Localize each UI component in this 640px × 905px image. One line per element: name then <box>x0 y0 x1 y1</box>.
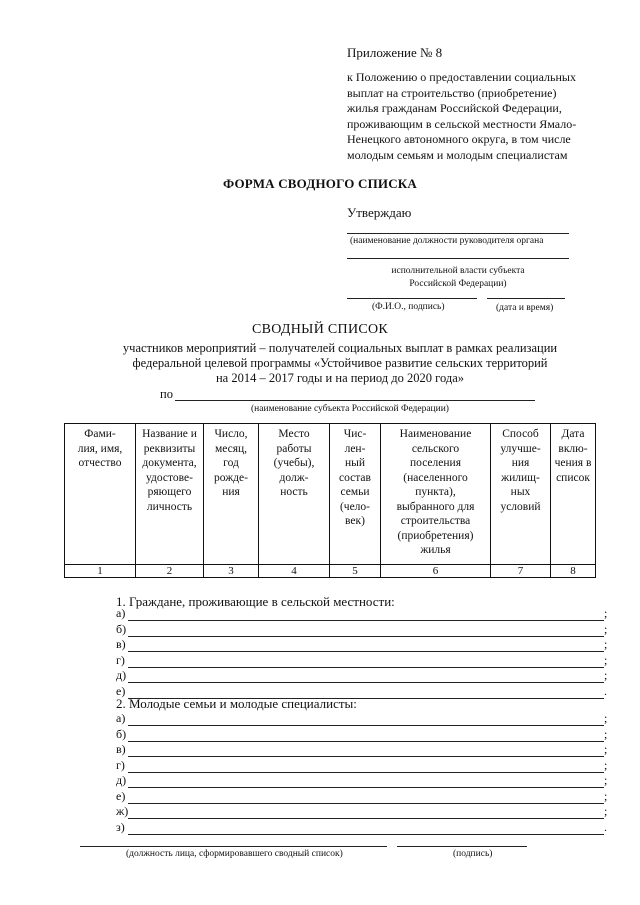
section1-title: 1. Граждане, проживающие в сельской местности: <box>116 594 395 609</box>
column-header: Название и реквизиты документа, удостове- ряющего личность <box>136 424 204 565</box>
list-item-line <box>128 818 604 819</box>
table-header-row <box>65 424 596 565</box>
column-number: 4 <box>259 565 330 578</box>
list-item-line <box>128 620 604 621</box>
approval-name-caption: (Ф.И.О., подпись) <box>372 302 445 312</box>
list-item-label: ж) <box>116 804 129 818</box>
column-header: Способ улучше- ния жилищ- ных условий <box>491 424 551 565</box>
main-subtitle-line: на 2014 – 2017 годы и на период до 2020 года» <box>215 371 465 385</box>
list-item-end: . <box>604 819 607 834</box>
approval-date-line <box>487 298 565 299</box>
list-item-label: е) <box>116 788 126 803</box>
list-item-end: ; <box>604 668 608 682</box>
list-item-label: г) <box>116 652 125 667</box>
approval-authority-line <box>347 258 569 259</box>
table-number-row <box>65 565 596 578</box>
column-header: Место работы (учебы), долж- ность <box>259 424 330 565</box>
list-item-label: е) <box>116 683 126 698</box>
subject-name-line <box>175 400 535 401</box>
list-item-label: з) <box>116 819 125 834</box>
column-header: Наименование сельского поселения (населенного пункта), выбранного для строительства (приобретения) жилья <box>381 424 491 565</box>
list-item-end: ; <box>604 773 608 787</box>
list-item-end: . <box>604 683 607 698</box>
annex-line: выплат на строительство (приобретение) <box>347 85 557 100</box>
list-item-label: в) <box>116 637 126 651</box>
list-item-line <box>128 725 604 726</box>
column-header: Фами- лия, имя, отчество <box>65 424 136 565</box>
column-number: 6 <box>381 565 491 578</box>
approval-authority-caption-line: Российской Федерации) <box>409 279 507 289</box>
list-item-line <box>128 803 604 804</box>
list-item-end: ; <box>604 652 608 667</box>
list-item-label: в) <box>116 742 126 756</box>
list-item-label: б) <box>116 726 127 741</box>
list-item-line <box>128 756 604 757</box>
list-item-label: г) <box>116 757 125 772</box>
list-item-end: ; <box>604 788 608 803</box>
column-number: 1 <box>65 565 136 578</box>
list-item-line <box>128 636 604 637</box>
po-label: по <box>160 387 173 401</box>
summary-table <box>64 423 596 578</box>
column-header: Дата вклю- чения в список <box>551 424 596 565</box>
list-item-end: ; <box>604 637 608 651</box>
approval-name-line <box>347 298 477 299</box>
column-number: 3 <box>204 565 259 578</box>
main-subtitle <box>100 341 580 386</box>
list-item-label: а) <box>116 711 126 725</box>
annex-line: к Положению о предоставлении социальных <box>347 70 576 84</box>
footer-signature-caption: (подпись) <box>453 849 493 859</box>
column-header: Чис- лен- ный состав семьи (чело- век) <box>330 424 381 565</box>
annex-text <box>347 70 609 163</box>
footer-position-caption: (должность лица, сформировавшего сводный список) <box>126 849 343 859</box>
list-item-label: д) <box>116 668 127 682</box>
main-subtitle-line: федеральной целевой программы «Устойчивое развитие сельских территорий <box>132 356 548 370</box>
list-item-end: ; <box>604 606 608 620</box>
list-item-label: д) <box>116 773 127 787</box>
footer-position-line <box>80 846 387 847</box>
list-item-line <box>128 787 604 788</box>
section2-title: 2. Молодые семьи и молодые специалисты: <box>116 696 357 711</box>
annex-title: Приложение № 8 <box>347 45 443 60</box>
column-number: 8 <box>551 565 596 578</box>
list-item-line <box>128 651 604 652</box>
annex-line: Ненецкого автономного округа, в том числе <box>347 132 571 146</box>
main-subtitle-line: участников мероприятий – получателей социальных выплат в рамках реализации <box>122 341 558 355</box>
list-item-line <box>128 834 604 835</box>
list-item-label: а) <box>116 606 126 620</box>
subject-name-caption: (наименование субъекта Российской Федерации) <box>251 404 449 414</box>
list-item-end: ; <box>604 711 608 725</box>
approval-position-line <box>347 233 569 234</box>
list-item-label: б) <box>116 621 127 636</box>
approval-date-caption: (дата и время) <box>496 303 554 313</box>
list-item-line <box>128 772 604 773</box>
annex-line: молодым семьям и молодым специалистам <box>347 147 568 162</box>
list-item-end: ; <box>604 621 608 636</box>
approval-authority-caption <box>347 265 569 291</box>
column-number: 5 <box>330 565 381 578</box>
approval-authority-caption-line: исполнительной власти субъекта <box>391 266 525 276</box>
list-item-end: ; <box>604 742 608 756</box>
annex-line: проживающим в сельской местности Ямало- <box>347 116 577 131</box>
list-item-line <box>128 667 604 668</box>
list-item-end: ; <box>604 726 608 741</box>
approval-label: Утверждаю <box>347 205 412 220</box>
list-item-line <box>128 741 604 742</box>
main-title: СВОДНЫЙ СПИСОК <box>251 322 389 337</box>
list-item-line <box>128 682 604 683</box>
column-header: Число, месяц, год рожде- ния <box>204 424 259 565</box>
approval-position-caption: (наименование должности руководителя органа <box>350 236 544 246</box>
list-item-end: ; <box>604 804 608 818</box>
list-item-end: ; <box>604 757 608 772</box>
form-title: ФОРМА СВОДНОГО СПИСКА <box>222 176 418 191</box>
footer-signature-line <box>397 846 527 847</box>
annex-line: жилья гражданам Российской Федерации, <box>347 101 562 115</box>
column-number: 7 <box>491 565 551 578</box>
column-number: 2 <box>136 565 204 578</box>
